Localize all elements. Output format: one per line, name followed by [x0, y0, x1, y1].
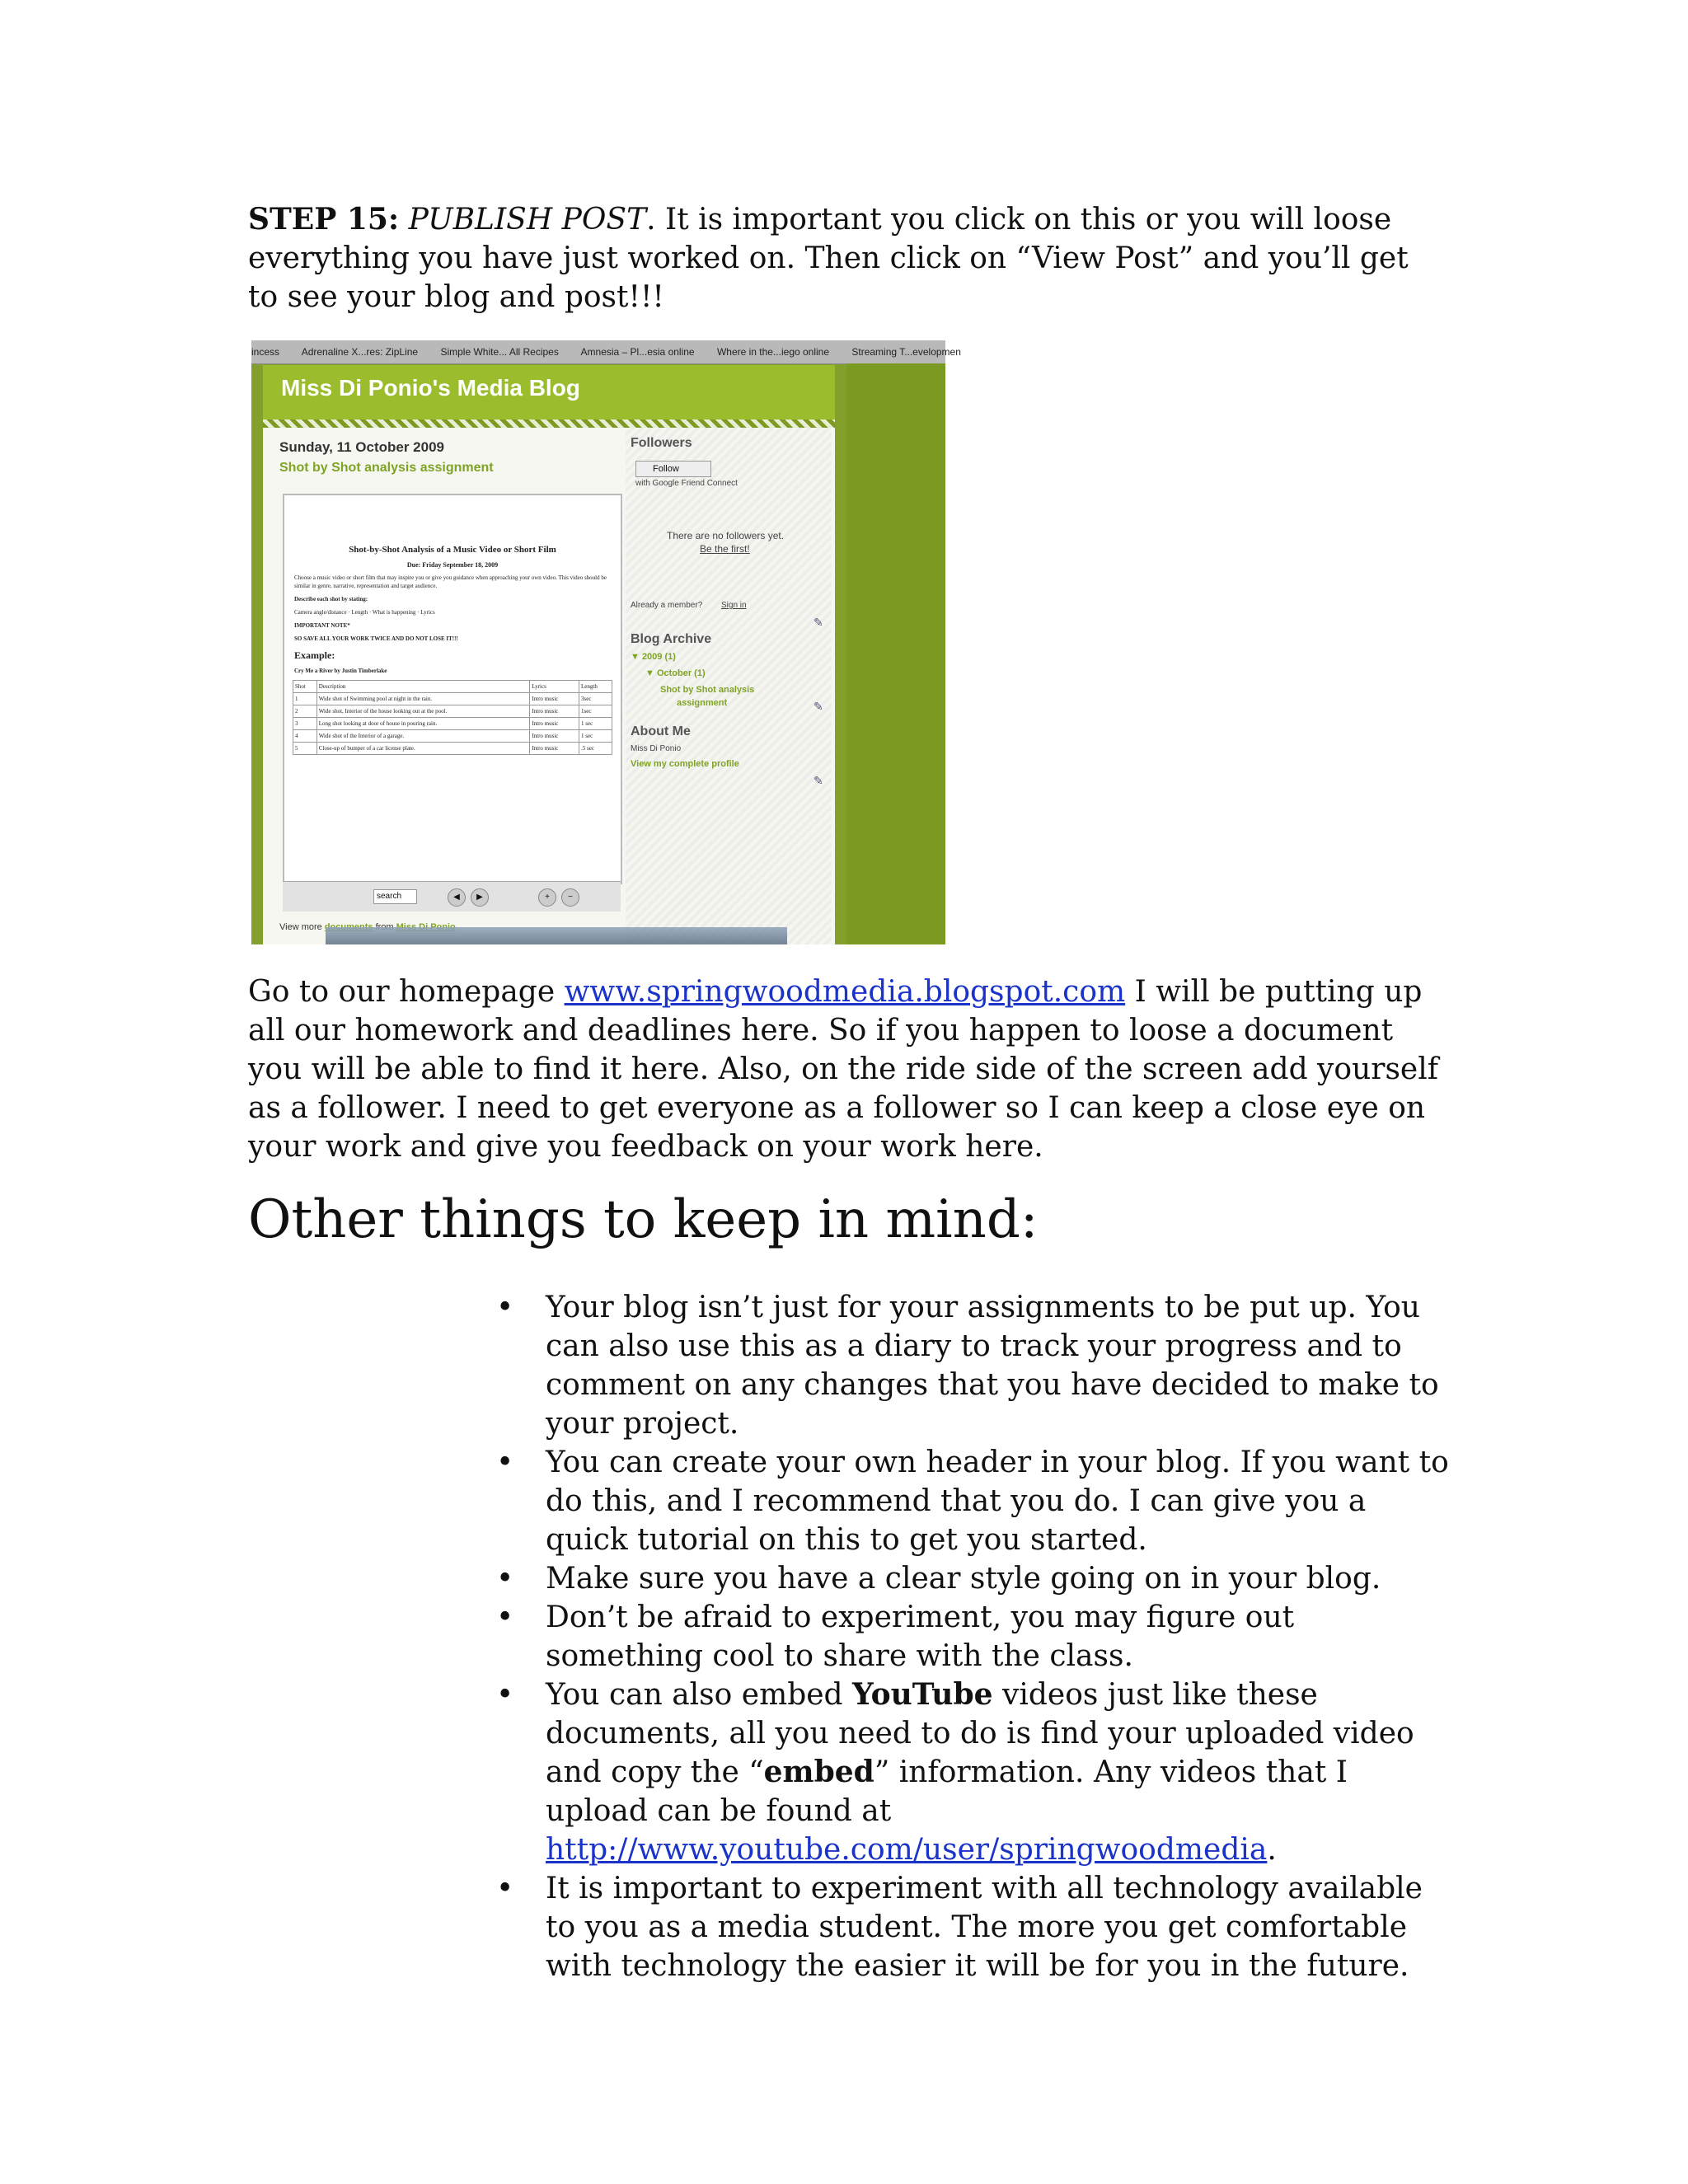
list-item-text: Your blog isn’t just for your assignments to be put up. You can also use this as a diary to track your progress and to comment on any changes that you have decided to make to your project.: [546, 1291, 1439, 1441]
bookmark-item[interactable]: Streaming T...evelopmen: [851, 346, 961, 358]
post-date: Sunday, 11 October 2009: [279, 439, 444, 455]
archive-heading: Blog Archive: [631, 632, 712, 646]
embedded-document[interactable]: [283, 494, 622, 884]
be-first-link[interactable]: Be the first!: [700, 543, 750, 555]
table-cell: Intro music: [530, 730, 579, 743]
list-item-text: You can also embed: [546, 1678, 853, 1712]
doc-describe: Describe each shot by stating:: [294, 596, 368, 602]
follow-button[interactable]: Follow: [635, 461, 711, 477]
profile-link[interactable]: View my complete profile: [631, 759, 739, 769]
friend-connect-text: with Google Friend Connect: [635, 479, 738, 488]
archive-year[interactable]: ▼ 2009 (1): [631, 652, 676, 662]
blog-sidebar: [626, 428, 832, 944]
section-heading: Other things to keep in mind:: [248, 1189, 1039, 1250]
doc-save: SO SAVE ALL YOUR WORK TWICE AND DO NOT LOSE IT!!!: [294, 635, 458, 642]
table-cell: 1: [293, 693, 317, 705]
bookmark-item[interactable]: Amnesia – Pl...esia online: [580, 346, 695, 358]
table-cell: Wide shot of the Interior of a garage.: [316, 730, 530, 743]
no-followers-text: There are no followers yet.: [667, 530, 785, 541]
step-15-paragraph: [248, 200, 1443, 316]
table-cell: 1 sec: [579, 718, 612, 730]
table-row: [293, 718, 612, 730]
bookmark-item[interactable]: Where in the...iego online: [716, 346, 830, 358]
document-viewer-toolbar: [283, 881, 621, 912]
bullet-icon: •: [496, 1291, 514, 1324]
os-dock: [326, 927, 787, 944]
followers-heading: Followers: [631, 436, 692, 450]
table-cell: 5: [293, 743, 317, 755]
list-item: [496, 1559, 1452, 1598]
list-item: [496, 1443, 1452, 1559]
list-item-text: It is important to experiment with all technology available to you as a media student. The more you get comfortable with technology the easier it will be for you in the future.: [546, 1872, 1423, 1983]
bullet-icon: •: [496, 1601, 514, 1634]
list-item: [496, 1598, 1452, 1675]
table-row: [293, 743, 612, 755]
bullet-icon: •: [496, 1678, 514, 1712]
homepage-prefix: Go to our homepage: [248, 975, 565, 1009]
table-header: Lyrics: [530, 681, 579, 693]
about-heading: About Me: [631, 724, 691, 738]
edit-widget-icon[interactable]: ✎: [814, 616, 823, 629]
step-action: PUBLISH POST: [408, 203, 647, 237]
blog-header: [263, 365, 835, 424]
doc-intro: Choose a music video or short film that may inspire you or give you guidance when approaching your own video. This video should be similar in genre, narrative, representation and target audience.: [294, 574, 607, 589]
tips-list: [496, 1288, 1452, 1985]
list-item-text: You can create your own header in your blog. If you want to do this, and I recommend that you do. I can give you a quick tutorial on this to get you started.: [546, 1446, 1449, 1557]
table-cell: 1sec: [579, 705, 612, 718]
table-cell: 2: [293, 705, 317, 718]
table-row: [293, 730, 612, 743]
step-label: STEP 15:: [248, 202, 400, 237]
doc-table: [293, 680, 612, 755]
bookmark-item[interactable]: Simple White... All Recipes: [440, 346, 559, 358]
list-item: [496, 1869, 1452, 1985]
doc-list: Camera angle/distance · Length · What is happening · Lyrics: [294, 609, 435, 616]
table-cell: 3: [293, 718, 317, 730]
doc-song: Cry Me a River by Justin Timberlake: [294, 668, 387, 674]
archive-month[interactable]: ▼ October (1): [645, 668, 706, 678]
table-header: Length: [579, 681, 612, 693]
bullet-icon: •: [496, 1562, 514, 1596]
table-cell: Intro music: [530, 743, 579, 755]
zoom-in-icon[interactable]: +: [538, 888, 556, 907]
list-item-text: .: [1267, 1833, 1277, 1867]
bookmark-item[interactable]: incess: [251, 346, 280, 358]
table-cell: Wide shot of Swimming pool at night in the rain.: [316, 693, 530, 705]
post-title[interactable]: Shot by Shot analysis assignment: [279, 461, 494, 475]
doc-due: Due: Friday September 18, 2009: [406, 561, 499, 569]
sign-in-link[interactable]: Sign in: [721, 601, 747, 610]
youtube-bold: YouTube: [852, 1677, 993, 1712]
homepage-text: I will be putting up all our homework and deadlines here. So if you happen to loose a document you will be able to find it here. Also, on the ride side of the screen add yourself as a follower. I need to get everyone as a follower so I can keep a close eye on your work and give you feedback on your work here.: [248, 975, 1439, 1164]
table-cell: Intro music: [530, 718, 579, 730]
bullet-icon: •: [496, 1872, 514, 1905]
table-row: [293, 693, 612, 705]
already-member-text: Already a member?: [631, 601, 703, 610]
table-cell: 1 sec: [579, 730, 612, 743]
view-more-prefix: View more: [279, 922, 322, 932]
youtube-link[interactable]: http://www.youtube.com/user/springwoodmedia: [546, 1833, 1268, 1867]
table-cell: Wide shot, Interior of the house looking out at the pool.: [316, 705, 530, 718]
table-header: Shot: [293, 681, 317, 693]
blog-main: [263, 428, 835, 944]
doc-important: IMPORTANT NOTE*: [294, 622, 350, 629]
about-name: Miss Di Ponio: [631, 744, 682, 753]
list-item: [496, 1288, 1452, 1443]
homepage-link[interactable]: www.springwoodmedia.blogspot.com: [564, 975, 1126, 1009]
blog-background: [846, 363, 945, 944]
bookmarks-bar: [251, 340, 961, 364]
doc-search-input[interactable]: search: [373, 889, 417, 904]
archive-post-link-2[interactable]: assignment: [677, 698, 728, 708]
archive-post-link[interactable]: Shot by Shot analysis: [660, 685, 755, 695]
table-cell: Close-up of bumper of a car license plate.: [316, 743, 530, 755]
prev-page-icon[interactable]: ◀: [448, 888, 466, 907]
blog-title[interactable]: Miss Di Ponio's Media Blog: [281, 375, 580, 401]
header-border: [263, 419, 835, 428]
table-cell: 4: [293, 730, 317, 743]
table-row: [293, 705, 612, 718]
list-item-text: videos just like these documents, all you need to do is find your uploaded video and copy the “: [546, 1678, 1414, 1789]
embed-bold: embed: [763, 1755, 874, 1789]
next-page-icon[interactable]: ▶: [471, 888, 489, 907]
step-text: . It is important you click on this or you will loose everything you have just worked on. Then click on “View Post” and you’ll get to see your blog and post!!!: [248, 203, 1409, 314]
bookmark-item[interactable]: Adrenaline X...res: ZipLine: [301, 346, 419, 358]
edit-widget-icon[interactable]: ✎: [814, 774, 823, 787]
homepage-paragraph: [248, 972, 1443, 1166]
table-cell: Intro music: [530, 693, 579, 705]
table-cell: Intro music: [530, 705, 579, 718]
list-item-text: ” information. Any videos that I upload can be found at: [546, 1755, 1348, 1828]
table-cell: 3sec: [579, 693, 612, 705]
list-item: [496, 1675, 1452, 1869]
table-header: Description: [316, 681, 530, 693]
edit-widget-icon[interactable]: ✎: [814, 700, 823, 713]
bullet-icon: •: [496, 1446, 514, 1479]
blog-screenshot: [251, 340, 961, 944]
doc-title: Shot-by-Shot Analysis of a Music Video or Short Film: [349, 545, 556, 555]
list-item-text: Make sure you have a clear style going on in your blog.: [546, 1562, 1381, 1596]
list-item-text: Don’t be afraid to experiment, you may figure out something cool to share with the class.: [546, 1601, 1295, 1673]
table-cell: .5 sec: [579, 743, 612, 755]
doc-example: Example:: [294, 649, 335, 661]
zoom-out-icon[interactable]: −: [561, 888, 579, 907]
table-cell: Long shot looking at door of house in pouring rain.: [316, 718, 530, 730]
table-header-row: [293, 681, 612, 693]
